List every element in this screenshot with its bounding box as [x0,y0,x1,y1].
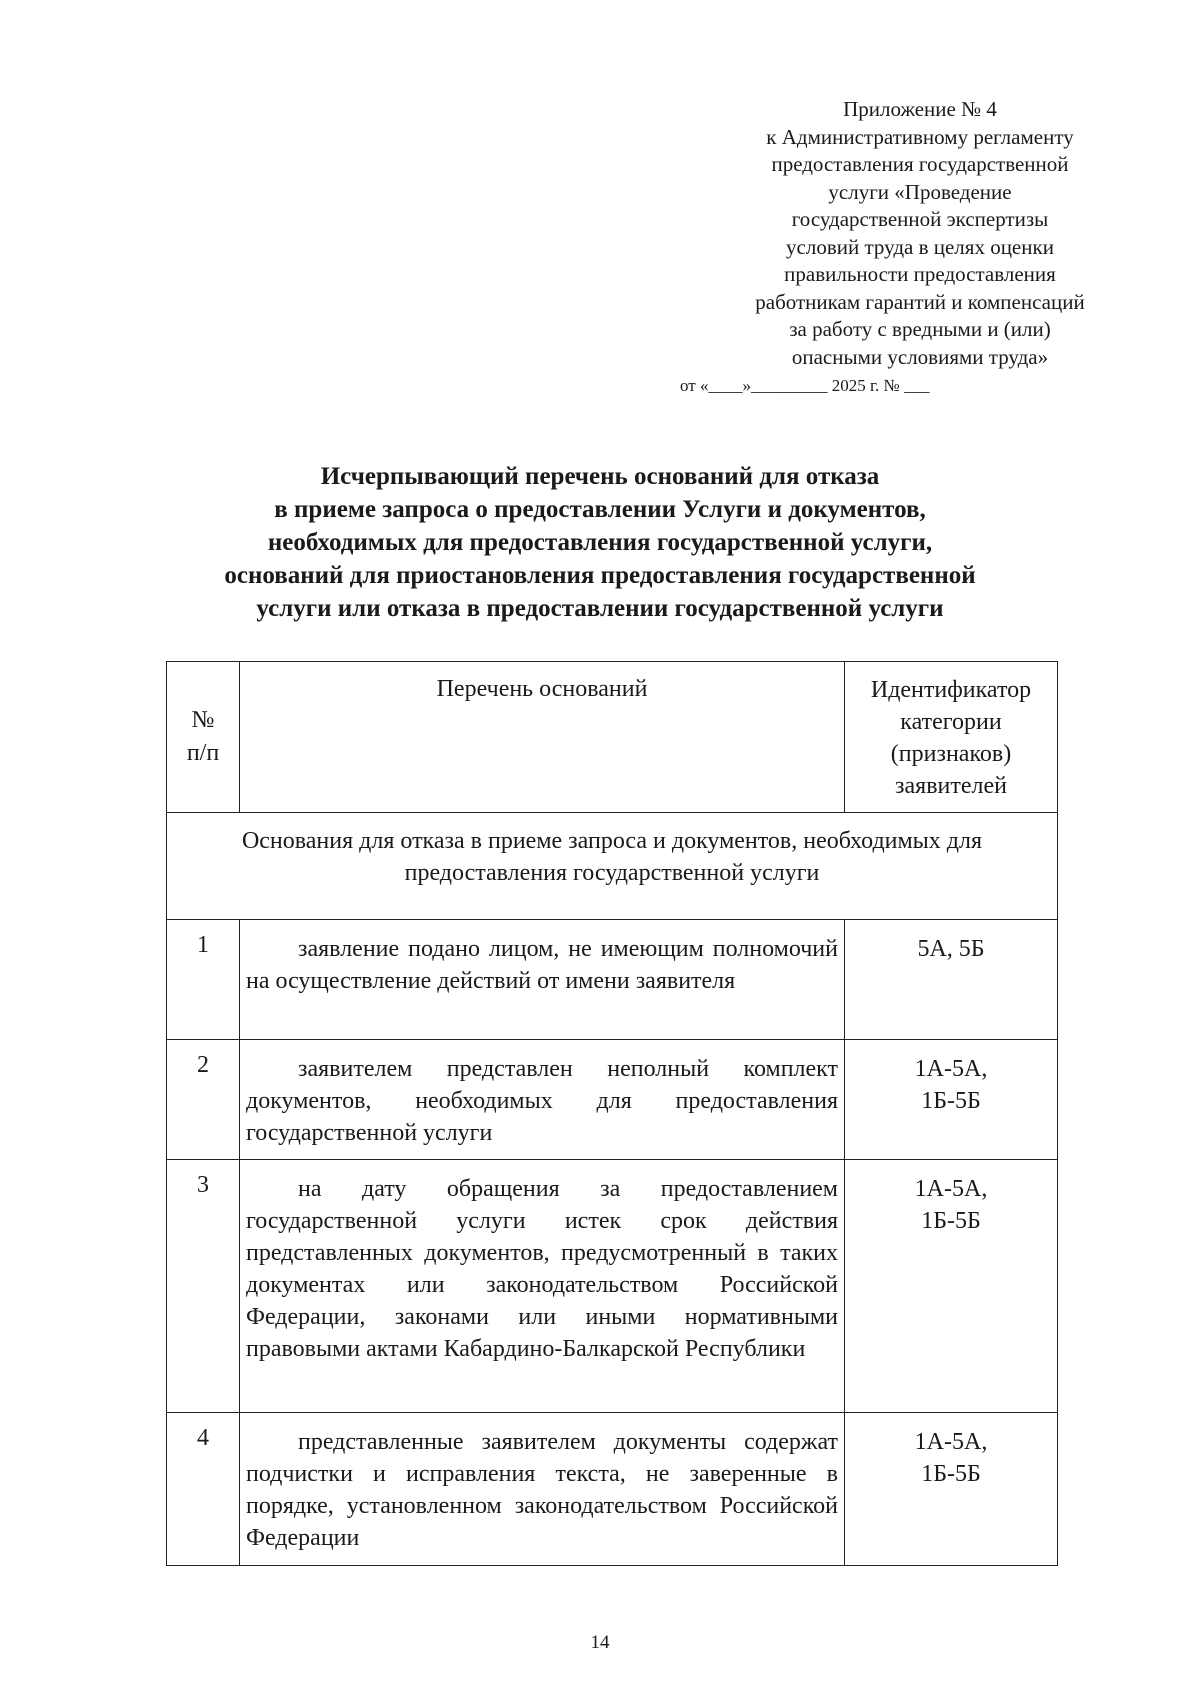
appendix-header [680,96,1140,400]
table-section-row [167,813,1058,920]
page-number: 14 [590,1632,610,1653]
title-line: услуги или отказа в предоставлении государственной услуги [256,595,944,622]
row-number: 2 [167,1040,240,1160]
appendix-line: услуги «Проведение [828,179,1012,204]
grounds-table [166,661,1058,1566]
appendix-line: за работу с вредными и (или) [789,317,1051,341]
row-text: представленные заявителем документы содержат подчистки и исправления текста, не заверенные в порядке, установленном законодательством Российской Федерации [240,1413,845,1566]
table-row [167,1413,1058,1566]
row-category: 1А-5А, 1Б-5Б [845,1413,1058,1566]
row-number: 3 [167,1160,240,1413]
header-identifier: Идентификатор категории (признаков) заявителей [845,662,1058,813]
row-number: 4 [167,1413,240,1566]
appendix-date-line: от «____»_________ 2025 г. № ___ [680,376,930,395]
row-category: 5А, 5Б [845,920,1058,1040]
title-line: Исчерпывающий перечень оснований для отказа [320,463,880,490]
row-number: 1 [167,920,240,1040]
table-row [167,920,1058,1040]
appendix-line: Приложение № 4 [843,97,997,121]
header-number: № п/п [167,662,240,813]
appendix-line: к Административному регламенту [766,124,1074,149]
table-header-row [167,662,1058,813]
appendix-line: правильности предоставления [784,262,1056,286]
table-row [167,1160,1058,1413]
appendix-line: предоставления государственной [771,152,1069,176]
appendix-line: государственной экспертизы [791,207,1049,231]
row-text: на дату обращения за предоставлением государственной услуги истек срок действия представленных документов, предусмотренный в таких документах или законодательством Российской Федерации, законами или иными нормативными правовыми актами Кабардино-Балкарской Республики [240,1160,845,1413]
table-row [167,1040,1058,1160]
row-text: заявителем представлен неполный комплект документов, необходимых для предоставления государственной услуги [240,1040,845,1160]
row-category: 1А-5А, 1Б-5Б [845,1160,1058,1413]
title-line: в приеме запроса о предоставлении Услуги и документов, [274,496,926,523]
row-text: заявление подано лицом, не имеющим полномочий на осуществление действий от имени заявителя [240,920,845,1040]
document-title [150,460,1050,625]
appendix-line: работникам гарантий и компенсаций [755,289,1085,314]
appendix-line: опасными условиями труда» [791,344,1049,369]
header-list: Перечень оснований [240,662,845,813]
title-line: необходимых для предоставления государственной услуги, [267,529,933,556]
section-heading: Основания для отказа в приеме запроса и документов, необходимых для предоставления государственной услуги [167,813,1058,920]
title-line: оснований для приостановления предоставления государственной [224,562,976,589]
row-category: 1А-5А, 1Б-5Б [845,1040,1058,1160]
appendix-line: условий труда в целях оценки [786,234,1054,259]
